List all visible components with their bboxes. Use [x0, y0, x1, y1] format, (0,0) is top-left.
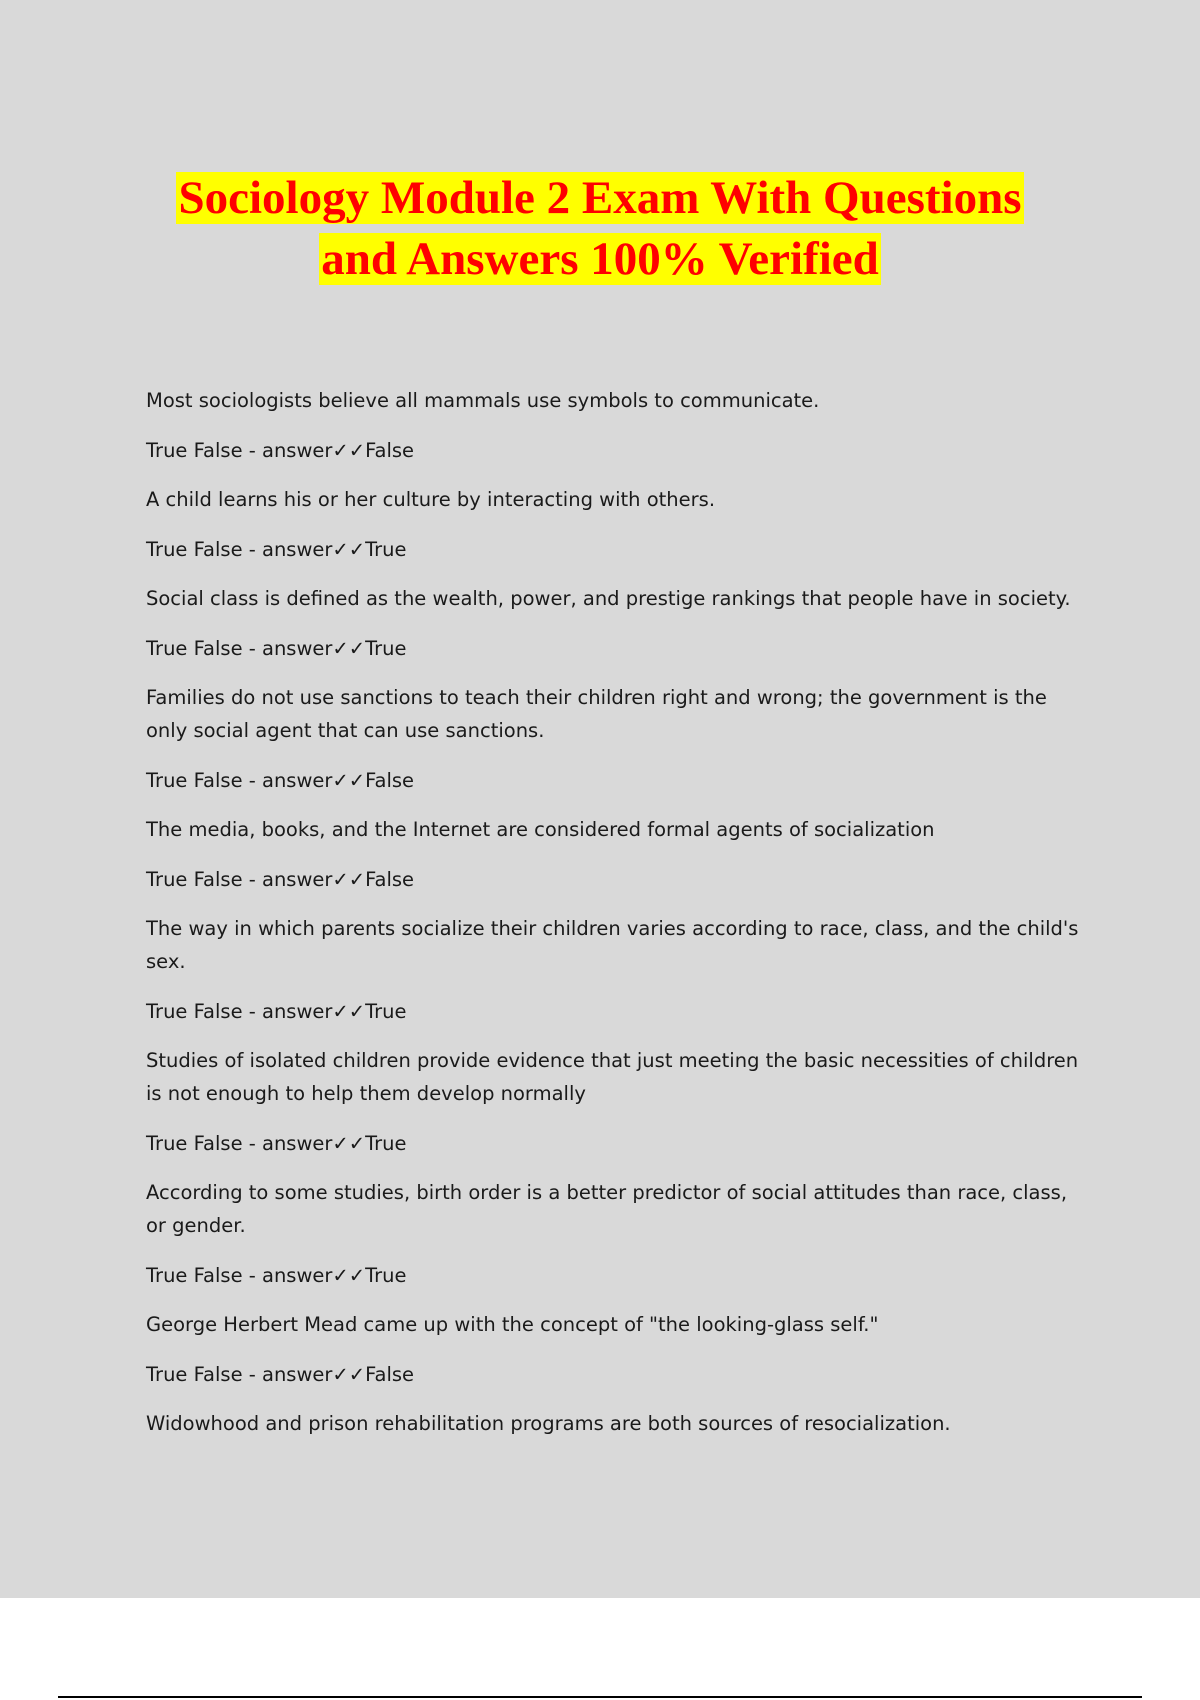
- qa-item: [146, 681, 1086, 797]
- question-text: A child learns his or her culture by interacting with others.: [146, 488, 716, 511]
- answer-text: True False - answer✓✓True: [146, 538, 407, 561]
- question-text: Studies of isolated children provide evidence that just meeting the basic necessities of children is not enough to help them develop normally: [146, 1049, 1079, 1105]
- question-text: Widowhood and prison rehabilitation programs are both sources of resocialization.: [146, 1412, 951, 1435]
- question-text: Families do not use sanctions to teach their children right and wrong; the government is the only social agent that can use sanctions.: [146, 686, 1047, 742]
- qa-item: [146, 1044, 1086, 1160]
- answer-text: True False - answer✓✓False: [146, 769, 415, 792]
- question-text: The media, books, and the Internet are considered formal agents of socialization: [146, 818, 935, 841]
- answer-text: True False - answer✓✓True: [146, 1264, 407, 1287]
- answer-text: True False - answer✓✓True: [146, 1132, 407, 1155]
- answer-text: True False - answer✓✓False: [146, 868, 415, 891]
- question-text: Most sociologists believe all mammals use symbols to communicate.: [146, 389, 820, 412]
- qa-item: [146, 483, 1086, 566]
- qa-item: [146, 1176, 1086, 1292]
- qa-item: [146, 912, 1086, 1028]
- qa-item: [146, 1308, 1086, 1391]
- qa-item: [146, 384, 1086, 467]
- qa-list: [146, 384, 1086, 1457]
- qa-item: [146, 1407, 1086, 1440]
- answer-text: True False - answer✓✓True: [146, 1000, 407, 1023]
- answer-text: True False - answer✓✓True: [146, 637, 407, 660]
- answer-text: True False - answer✓✓False: [146, 1363, 415, 1386]
- qa-item: [146, 813, 1086, 896]
- title-line-1: Sociology Module 2 Exam With Questions: [178, 172, 1022, 224]
- answer-text: True False - answer✓✓False: [146, 439, 415, 462]
- qa-item: [146, 582, 1086, 665]
- question-text: Social class is defined as the wealth, power, and prestige rankings that people have in society.: [146, 587, 1071, 610]
- title-line-2: and Answers 100% Verified: [321, 233, 879, 285]
- page-divider: [58, 1696, 1142, 1698]
- question-text: According to some studies, birth order is a better predictor of social attitudes than race, class, or gender.: [146, 1181, 1068, 1237]
- document-title: [0, 168, 1200, 290]
- question-text: The way in which parents socialize their children varies according to race, class, and the child's sex.: [146, 917, 1079, 973]
- question-text: George Herbert Mead came up with the concept of "the looking-glass self.": [146, 1313, 879, 1336]
